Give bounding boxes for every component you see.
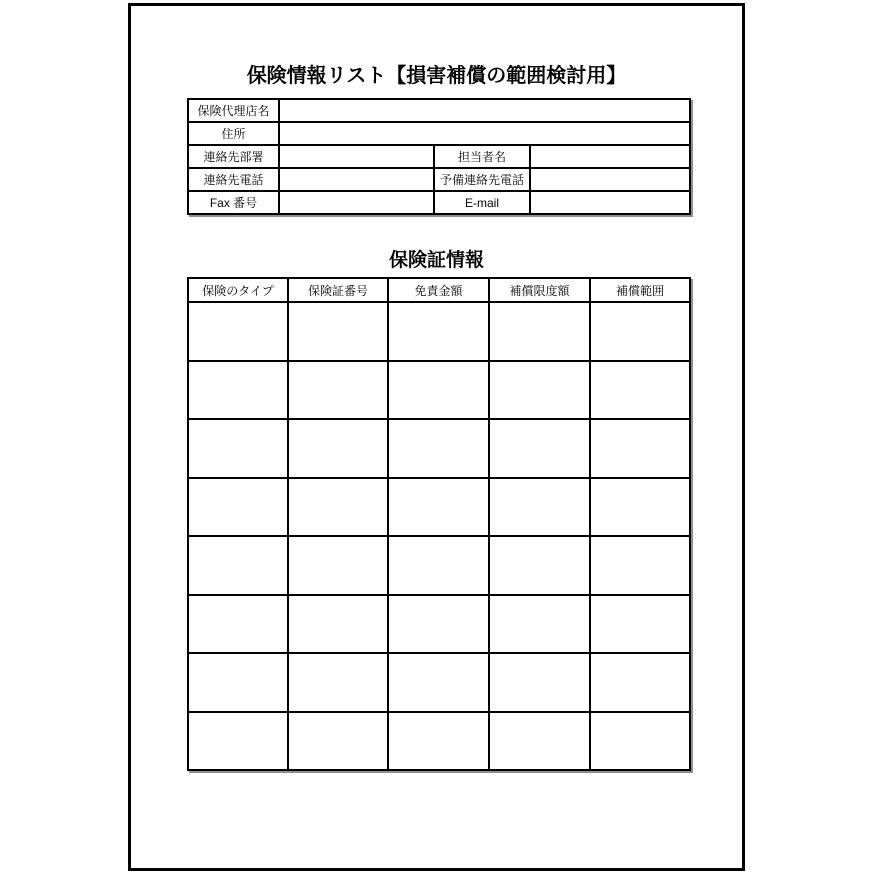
field-value-email: [530, 191, 690, 214]
column-header-insurance-type: 保険のタイプ: [188, 278, 288, 302]
empty-cell: [288, 478, 388, 537]
table-row: [188, 145, 690, 168]
field-value-agency-name: [279, 99, 690, 122]
empty-cell: [388, 302, 489, 361]
column-header-coverage-scope: 補償範囲: [590, 278, 690, 302]
empty-cell: [188, 595, 288, 654]
empty-cell: [388, 712, 489, 771]
table-row: [188, 191, 690, 214]
table-row: [188, 168, 690, 191]
field-value-backup-phone: [530, 168, 690, 191]
empty-cell: [489, 478, 590, 537]
empty-cell: [489, 419, 590, 478]
empty-cell: [188, 419, 288, 478]
empty-cell: [489, 712, 590, 771]
field-value-contact-department: [279, 145, 434, 168]
policy-info-table: [187, 277, 691, 771]
field-value-contact-phone: [279, 168, 434, 191]
table-row: [188, 712, 690, 771]
table-row: [188, 361, 690, 420]
field-value-address: [279, 122, 690, 145]
empty-cell: [188, 302, 288, 361]
empty-cell: [489, 361, 590, 420]
empty-cell: [489, 595, 590, 654]
table-row: [188, 653, 690, 712]
field-value-contact-person: [530, 145, 690, 168]
empty-cell: [288, 712, 388, 771]
table-row: [188, 595, 690, 654]
empty-cell: [590, 536, 690, 595]
empty-cell: [590, 478, 690, 537]
field-label-address: 住所: [188, 122, 279, 145]
empty-cell: [590, 419, 690, 478]
policy-header-row: [188, 278, 690, 302]
empty-cell: [188, 536, 288, 595]
field-label-email: E-mail: [434, 191, 530, 214]
field-label-contact-department: 連絡先部署: [188, 145, 279, 168]
empty-cell: [590, 361, 690, 420]
table-row: [188, 302, 690, 361]
empty-cell: [590, 653, 690, 712]
field-label-agency-name: 保険代理店名: [188, 99, 279, 122]
empty-cell: [590, 712, 690, 771]
empty-cell: [288, 361, 388, 420]
document-title: 保険情報リスト【損害補償の範囲検討用】: [246, 65, 627, 87]
empty-cell: [489, 653, 590, 712]
table-row: [188, 122, 690, 145]
empty-cell: [388, 361, 489, 420]
table-row: [188, 99, 690, 122]
empty-cell: [388, 419, 489, 478]
empty-cell: [489, 536, 590, 595]
empty-cell: [188, 712, 288, 771]
field-label-backup-phone: 予備連絡先電話: [434, 168, 530, 191]
field-label-contact-phone: 連絡先電話: [188, 168, 279, 191]
empty-cell: [388, 595, 489, 654]
agency-info-table: [187, 98, 691, 215]
empty-cell: [288, 595, 388, 654]
document-page: [128, 3, 745, 871]
table-row: [188, 536, 690, 595]
empty-cell: [288, 536, 388, 595]
field-label-fax-number: Fax 番号: [188, 191, 279, 214]
empty-cell: [288, 302, 388, 361]
column-header-deductible: 免責金額: [388, 278, 489, 302]
field-label-contact-person: 担当者名: [434, 145, 530, 168]
empty-cell: [388, 536, 489, 595]
empty-cell: [590, 302, 690, 361]
section-title: 保険証情報: [388, 250, 484, 271]
empty-cell: [388, 478, 489, 537]
table-row: [188, 419, 690, 478]
empty-cell: [188, 361, 288, 420]
empty-cell: [489, 302, 590, 361]
empty-cell: [188, 478, 288, 537]
empty-cell: [288, 419, 388, 478]
empty-cell: [288, 653, 388, 712]
column-header-policy-number: 保険証番号: [288, 278, 388, 302]
table-row: [188, 478, 690, 537]
column-header-coverage-limit: 補償限度額: [489, 278, 590, 302]
empty-cell: [590, 595, 690, 654]
empty-cell: [388, 653, 489, 712]
empty-cell: [188, 653, 288, 712]
field-value-fax-number: [279, 191, 434, 214]
